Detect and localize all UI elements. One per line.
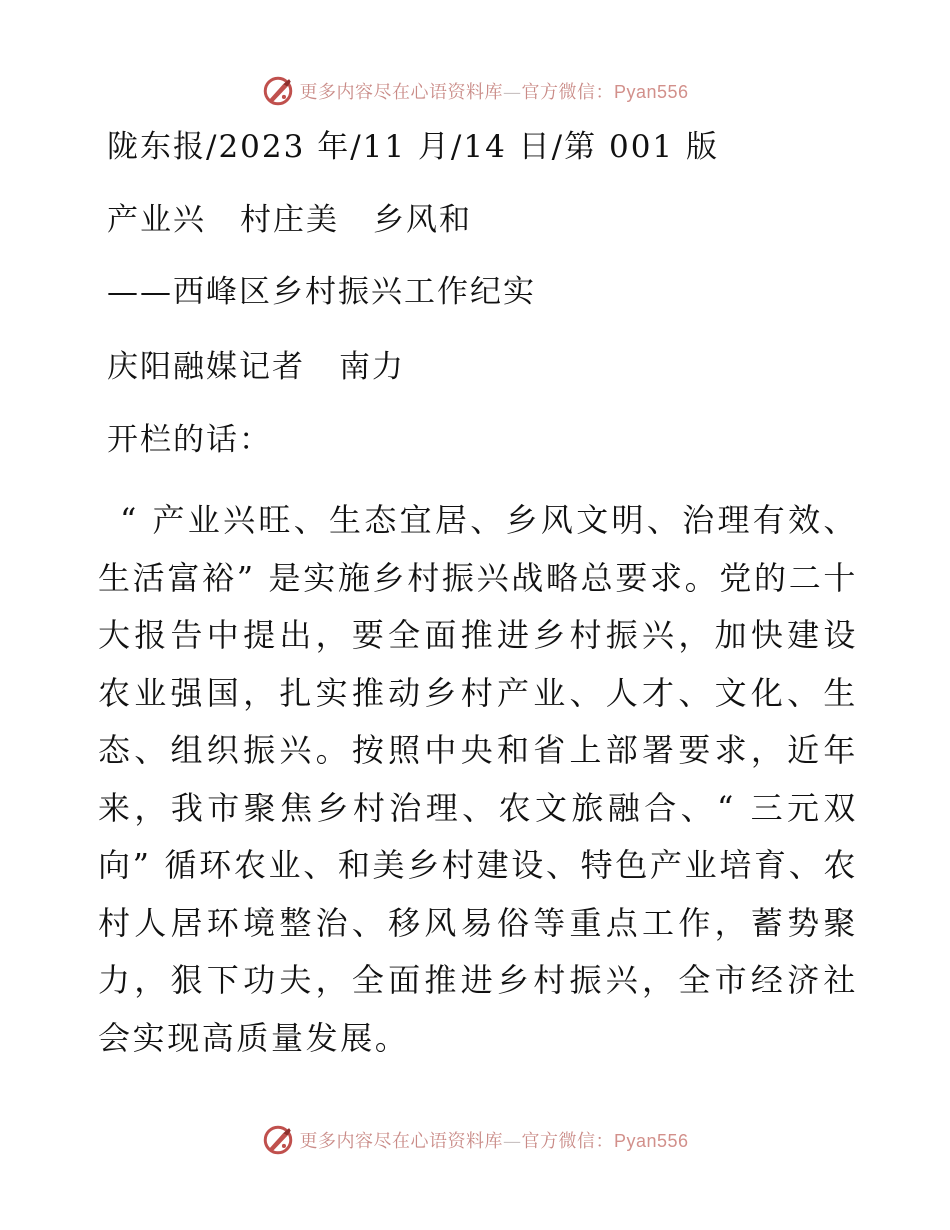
intro-label: 开栏的话：: [107, 422, 272, 458]
source-line: 陇东报/2023 年/11 月/14 日/第 001 版: [107, 129, 720, 165]
title-part-1: 产业兴: [107, 202, 206, 238]
intro-paragraph: “ 产业兴旺、生态宜居、乡风文明、治理有效、生活富裕” 是实施乡村振兴战略总要求。党的二十大报告中提出，要全面推进乡村振兴，加快建设农业强国，扎实推动乡村产业、人才、文化、生态、组织振兴。按照中央和省上部署要求，近年来，我市聚焦乡村治理、农文旅融合、“ 三元双向” 循环农业、和美乡村建设、特色产业培育、农村人居环境整治、移风易俗等重点工作，蓄势聚力，狠下功夫，全面推进乡村振兴，全市经济社会实现高质量发展。: [98, 501, 858, 1057]
byline-org: 庆阳融媒记者: [107, 349, 305, 385]
footer-watermark: [0, 1120, 950, 1160]
watermark-text: 更多内容尽在心语资料库—官方微信：Pyan556: [299, 82, 689, 103]
byline: [107, 345, 405, 389]
article-title: [107, 198, 472, 242]
title-part-2: 村庄美: [240, 202, 339, 238]
header-watermark: [0, 71, 950, 111]
pen-logo-icon: [261, 74, 295, 108]
watermark-text: 更多内容尽在心语资料库—官方微信：Pyan556: [299, 1131, 689, 1152]
byline-name: 南力: [339, 349, 405, 385]
article-subtitle: ——西峰区乡村振兴工作纪实: [107, 274, 536, 310]
title-part-3: 乡风和: [373, 202, 472, 238]
pen-logo-icon: [261, 1123, 295, 1157]
